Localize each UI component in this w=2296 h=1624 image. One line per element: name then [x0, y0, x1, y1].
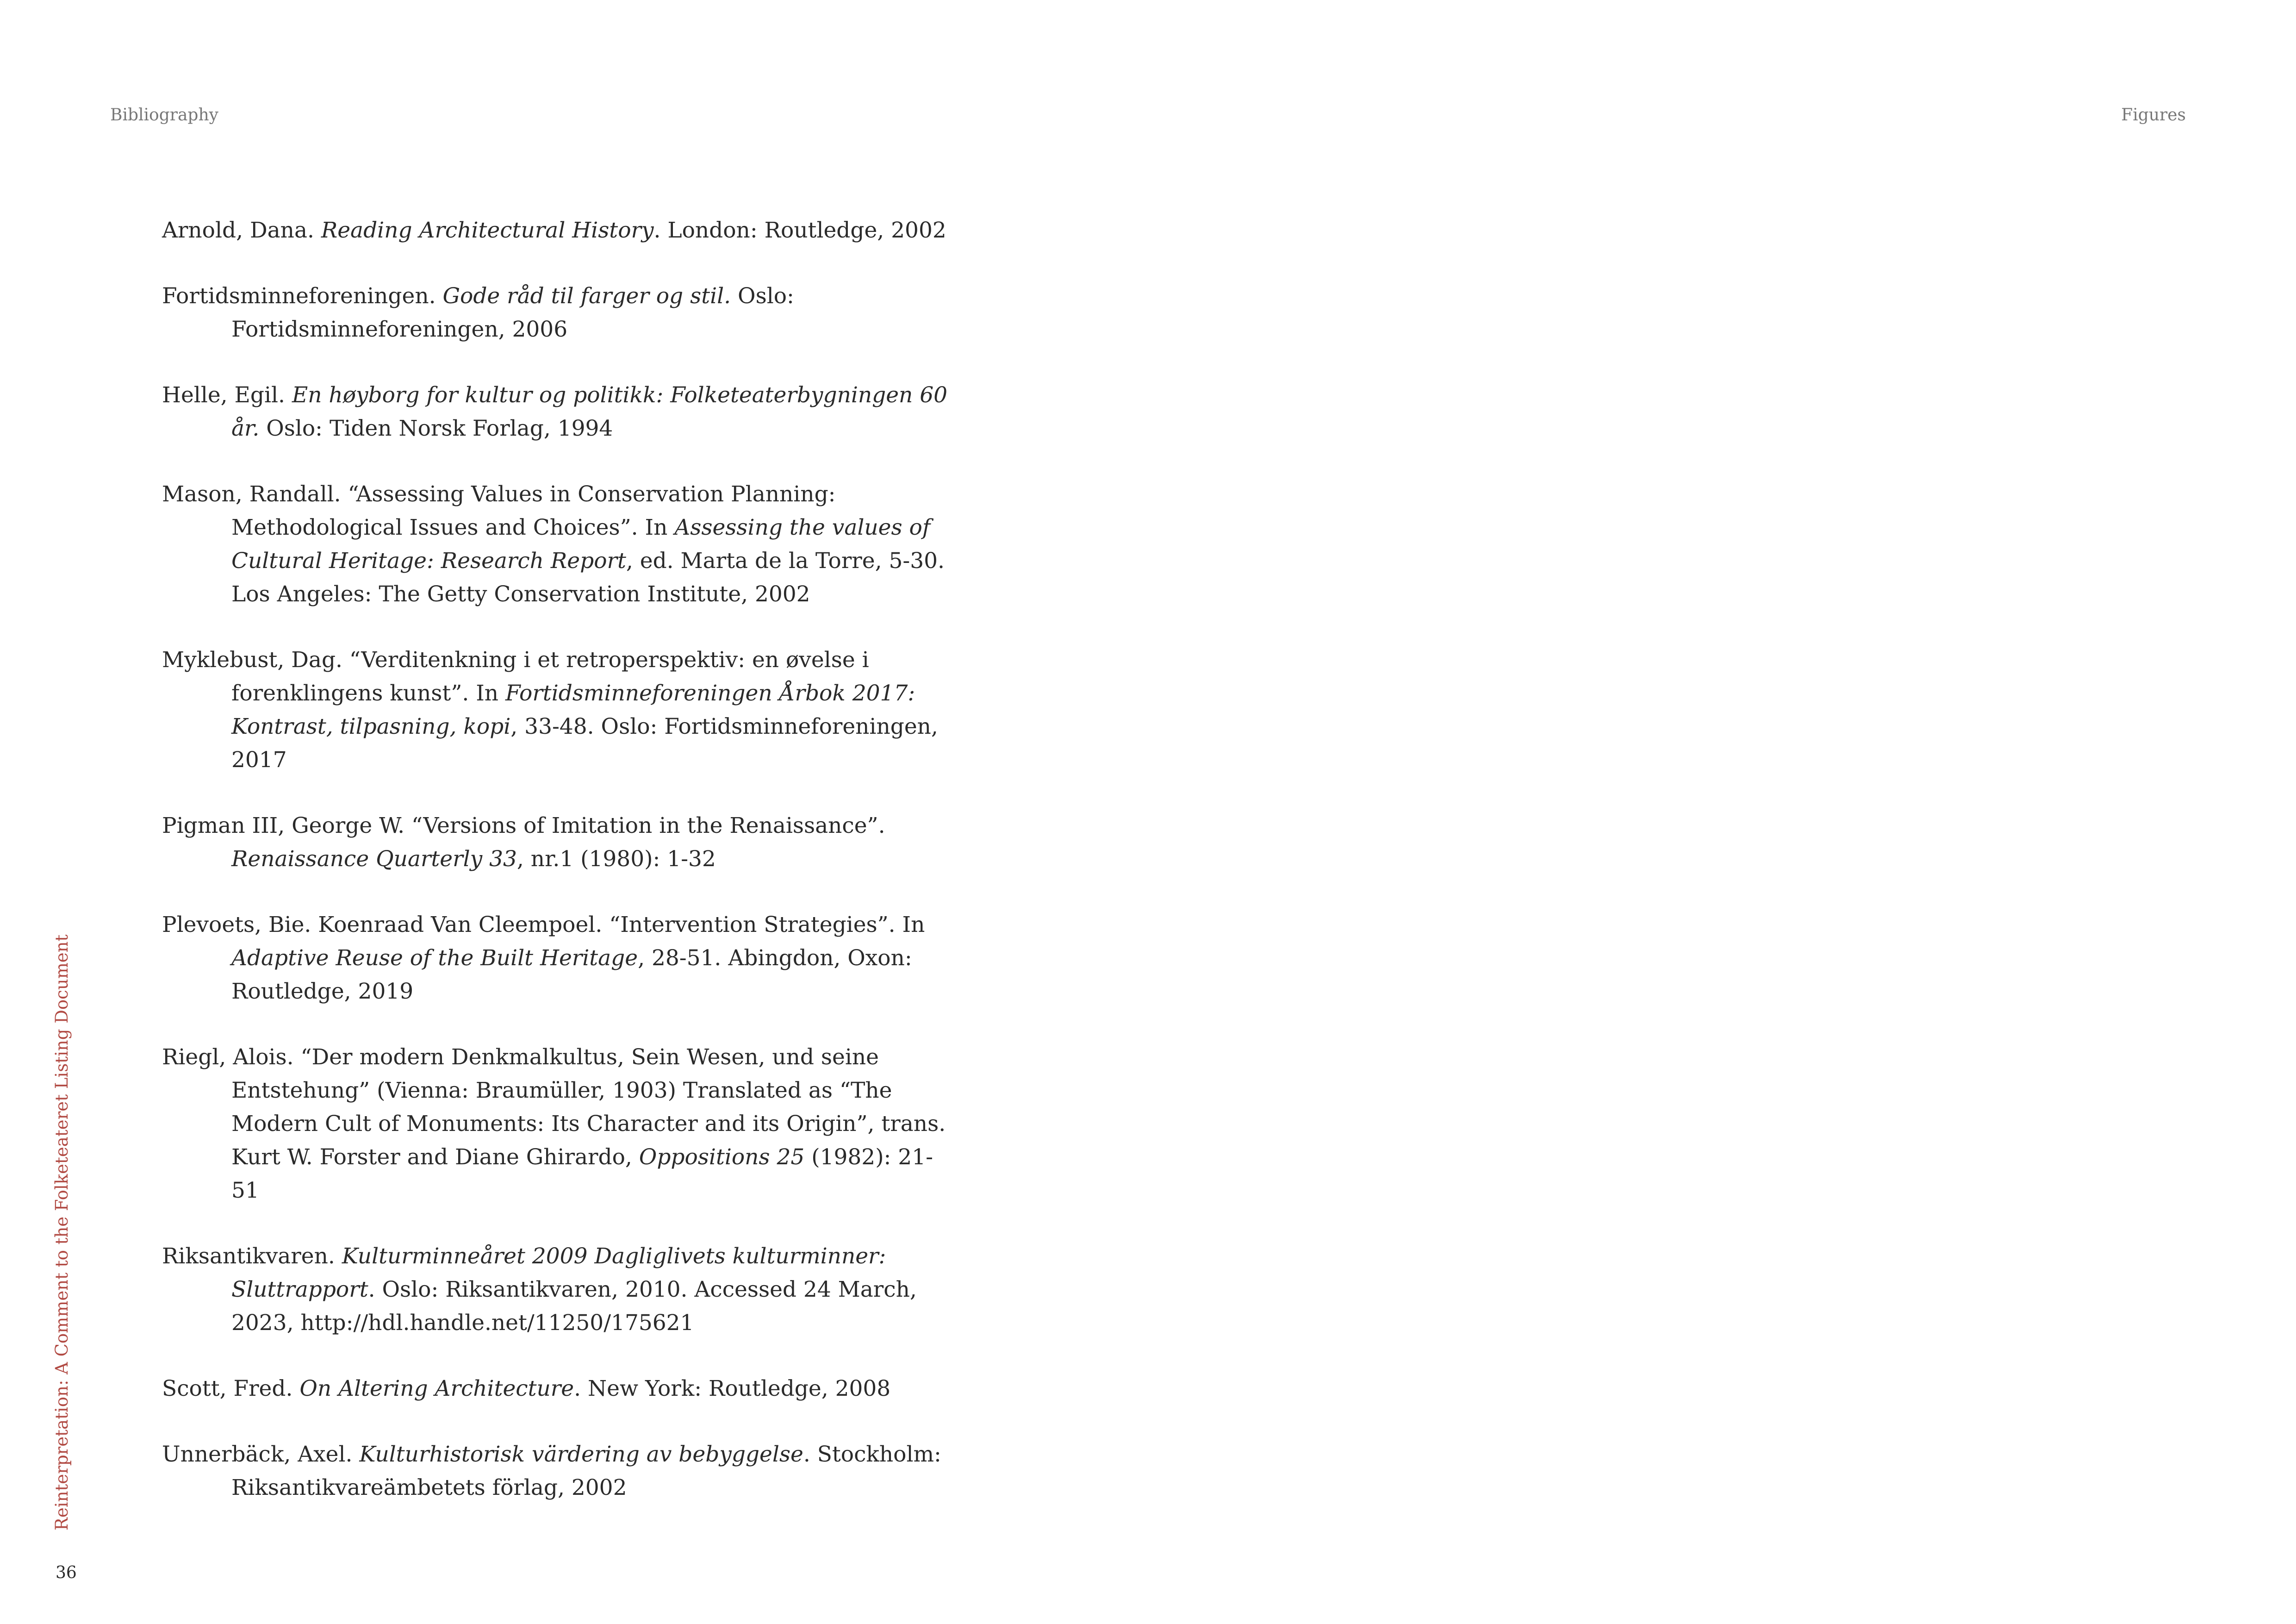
entry-text: , nr.1 (1980): 1-32 [516, 846, 716, 872]
entry-text: Scott, Fred. [162, 1376, 300, 1401]
entry-text: Helle, Egil. [162, 382, 292, 408]
entry-title: Fortidsminneforeningen Årbok 2017: Kontrast, tilpasning, kopi [231, 681, 915, 739]
entry-text: . New York: Routledge, 2008 [574, 1376, 891, 1401]
entry-title: Renaissance Quarterly 33 [231, 846, 517, 872]
entry-text: Fortidsminneforeningen. [162, 283, 443, 309]
entry-text: Pigman III, George W. “Versions of Imitation in the Renaissance”. [162, 813, 885, 838]
bibliography-entry [162, 1438, 949, 1505]
bibliography-entry [162, 478, 949, 611]
entry-text: Plevoets, Bie. Koenraad Van Cleempoel. “Intervention Strategies”. In [162, 912, 925, 937]
bibliography-entry [162, 214, 949, 247]
entry-text: , 28-51. Abingdon, Oxon: Routledge, 2019 [231, 945, 912, 1004]
entry-title: Oppositions 25 [639, 1144, 805, 1170]
entry-title: On Altering Architecture [299, 1376, 574, 1401]
bibliography-entry [162, 643, 949, 777]
entry-text: , ed. Marta de la Torre, 5-30. Los Angeles: The Getty Conservation Institute, 2002 [231, 548, 945, 607]
running-head-right: Figures [2121, 106, 2186, 125]
entry-text: Unnerbäck, Axel. [162, 1442, 360, 1467]
bibliography-entry [162, 908, 949, 1008]
entry-title: Kulturminneåret 2009 Dagliglivets kulturminner: Sluttrapport [231, 1243, 886, 1302]
bibliography-list [162, 214, 949, 1537]
vertical-book-title-left: Reinterpretation: A Comment to the Folketeateret Listing Document [52, 934, 72, 1530]
page-number-left: 36 [56, 1563, 77, 1582]
bibliography-entry [162, 379, 949, 445]
entry-text: Oslo: Tiden Norsk Forlag, 1994 [259, 416, 613, 441]
entry-text: . London: Routledge, 2002 [653, 218, 946, 243]
entry-text: Riksantikvaren. [162, 1243, 342, 1269]
entry-title: Adaptive Reuse of the Built Heritage [231, 945, 638, 971]
entry-title: Assessing the values of Cultural Heritage: Research Report [231, 515, 931, 574]
entry-text: , 33-48. Oslo: Fortidsminneforeningen, 2017 [231, 714, 938, 773]
entry-text: . Oslo: Riksantikvaren, 2010. Accessed 24 March, 2023, http://hdl.handle.net/11250/175621 [231, 1277, 917, 1336]
entry-text: (1982): 21-51 [231, 1144, 933, 1203]
entry-text: . Stockholm: Riksantikvareämbetets förlag, 2002 [231, 1442, 941, 1500]
entry-text: Mason, Randall. “Assessing Values in Conservation Planning: Methodological Issues and Choices”. In [162, 481, 836, 540]
bibliography-entry [162, 1372, 949, 1405]
running-head-left: Bibliography [110, 106, 218, 125]
entry-title: Kulturhistorisk värdering av bebyggelse [359, 1442, 803, 1467]
entry-title: En høyborg for kultur og politikk: Folketeaterbygningen 60 år. [231, 382, 948, 441]
bibliography-entry [162, 1240, 949, 1340]
entry-text: Arnold, Dana. [162, 218, 321, 243]
entry-title: Reading Architectural History [321, 218, 654, 243]
entry-text: Oslo: Fortidsminneforeningen, 2006 [231, 283, 794, 342]
entry-text: Myklebust, Dag. “Verditenkning i et retroperspektiv: en øvelse i forenklingens kunst”. In [162, 647, 869, 706]
bibliography-entry [162, 280, 949, 346]
bibliography-entry [162, 1041, 949, 1207]
entry-text: Riegl, Alois. “Der modern Denkmalkultus, Sein Wesen, und seine Entstehung” (Vienna: Braumüller, 1903) Translated as “The Modern Cult of Monuments: Its Character and its Origin”, trans. Kurt W. Forster and Diane Ghirardo, [162, 1044, 946, 1170]
bibliography-entry [162, 809, 949, 876]
right-page [1148, 0, 2296, 1624]
entry-title: Gode råd til farger og stil. [442, 283, 731, 309]
